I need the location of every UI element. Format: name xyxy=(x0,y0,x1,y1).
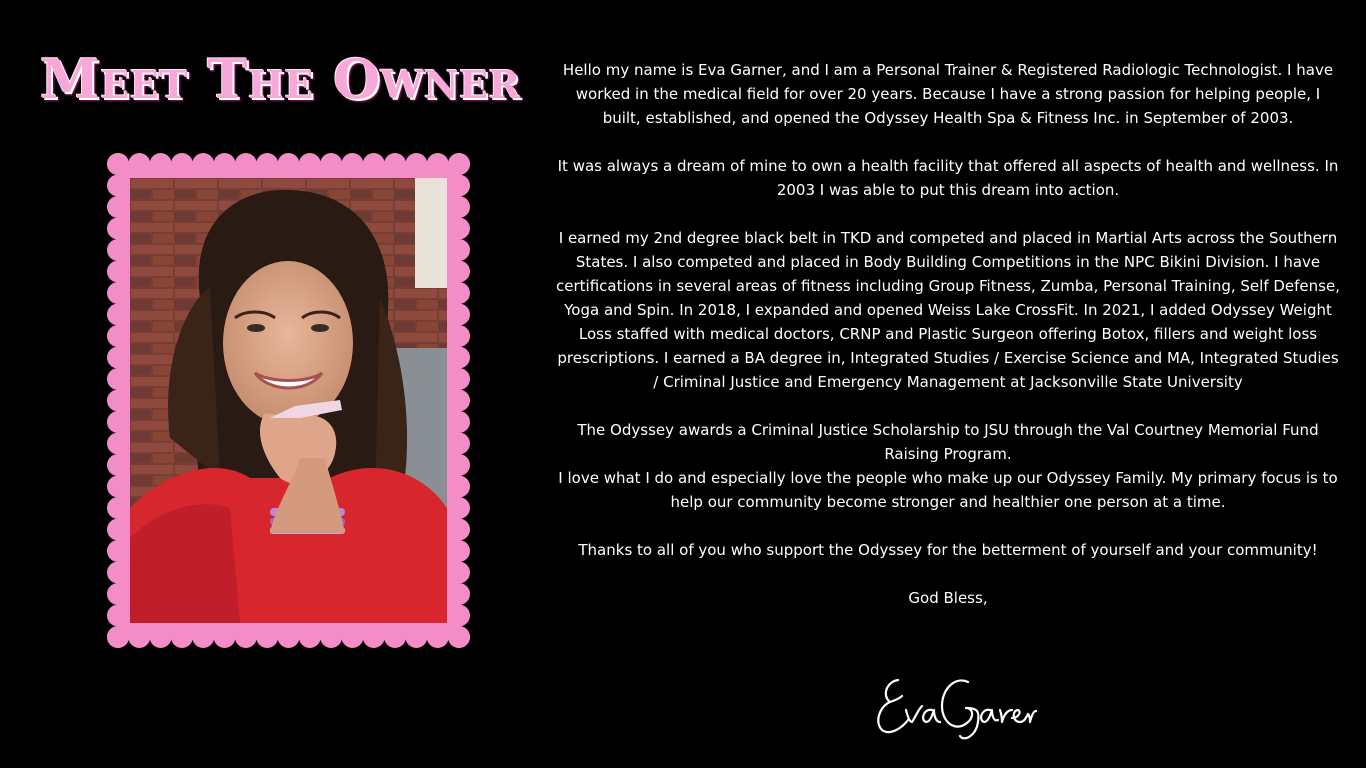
frame-scallop xyxy=(384,626,406,648)
frame-scallop xyxy=(107,476,129,498)
letter-paragraph-thanks: Thanks to all of you who support the Odyssey for the betterment of yourself and your community! xyxy=(578,541,1318,559)
frame-scallop xyxy=(192,153,214,175)
owner-photo xyxy=(130,178,447,623)
frame-scallop xyxy=(107,562,129,584)
frame-scallop xyxy=(107,368,129,390)
frame-scallop xyxy=(320,153,342,175)
frame-scallop xyxy=(107,239,129,261)
frame-scallop xyxy=(278,626,300,648)
letter-paragraph-dream: It was always a dream of mine to own a health facility that offered all aspects of health and wellness. In 2003 I was able to put this dream into action. xyxy=(557,157,1339,199)
frame-scallop xyxy=(107,540,129,562)
frame-scallop xyxy=(448,368,470,390)
frame-scallop xyxy=(448,261,470,283)
frame-scallop xyxy=(107,583,129,605)
letter-paragraph-community: I love what I do and especially love the people who make up our Odyssey Family. My primary focus is to help our community become stronger and healthier one person at a time. xyxy=(558,469,1338,511)
frame-scallop xyxy=(192,626,214,648)
frame-scallop xyxy=(448,519,470,541)
frame-scallop xyxy=(107,497,129,519)
frame-scallop xyxy=(107,282,129,304)
page-title: Meet The Owner xyxy=(40,47,521,111)
frame-scallop xyxy=(448,411,470,433)
frame-scallop xyxy=(320,626,342,648)
frame-scallop xyxy=(299,626,321,648)
frame-scallop xyxy=(150,153,172,175)
frame-scallop xyxy=(448,175,470,197)
frame-scallop xyxy=(341,626,363,648)
frame-scallop xyxy=(448,583,470,605)
frame-scallop xyxy=(448,433,470,455)
frame-scallop xyxy=(405,626,427,648)
frame-scallop xyxy=(235,153,257,175)
frame-scallop xyxy=(448,562,470,584)
frame-scallop xyxy=(448,304,470,326)
photo-frame xyxy=(107,153,470,648)
frame-scallop xyxy=(128,626,150,648)
frame-scallop xyxy=(448,476,470,498)
frame-scallop xyxy=(107,304,129,326)
frame-scallop xyxy=(128,153,150,175)
frame-scallop xyxy=(107,261,129,283)
frame-scallop xyxy=(107,411,129,433)
frame-scallop xyxy=(448,218,470,240)
frame-scallop xyxy=(427,626,449,648)
frame-scallop xyxy=(363,626,385,648)
frame-scallop xyxy=(107,454,129,476)
frame-scallop xyxy=(107,218,129,240)
frame-scallop xyxy=(214,626,236,648)
owner-portrait-image xyxy=(130,178,447,623)
frame-scallop xyxy=(448,325,470,347)
frame-scallop xyxy=(448,540,470,562)
frame-scallop xyxy=(235,626,257,648)
frame-scallop xyxy=(341,153,363,175)
frame-scallop xyxy=(107,390,129,412)
frame-scallop xyxy=(405,153,427,175)
letter-paragraph-intro: Hello my name is Eva Garner, and I am a Personal Trainer & Registered Radiologic Technologist. I have worked in the medical field for over 20 years. Because I have a strong passion for helping people, I built, established, and opened the Odyssey Health Spa & Fitness Inc. in September of 2003. xyxy=(562,61,1334,127)
frame-scallop xyxy=(171,153,193,175)
frame-scallop xyxy=(448,153,470,175)
frame-scallop xyxy=(448,390,470,412)
frame-scallop xyxy=(299,153,321,175)
frame-scallop xyxy=(448,239,470,261)
frame-scallop xyxy=(427,153,449,175)
frame-scallop xyxy=(107,605,129,627)
frame-scallop xyxy=(448,347,470,369)
frame-scallop xyxy=(107,626,129,648)
frame-scallop xyxy=(256,153,278,175)
frame-scallop xyxy=(107,325,129,347)
frame-scallop xyxy=(448,626,470,648)
frame-scallop xyxy=(278,153,300,175)
letter-paragraph-scholarship: The Odyssey awards a Criminal Justice Scholarship to JSU through the Val Courtney Memorial Fund Raising Program. xyxy=(577,421,1319,463)
frame-scallop xyxy=(256,626,278,648)
letter-paragraph-credentials: I earned my 2nd degree black belt in TKD and competed and placed in Martial Arts across the Southern States. I also competed and placed in Body Building Competitions in the NPC Bikini Division. I have certifications in several areas of fitness including Group Fitness, Zumba, Personal Training, Self Defense, Yoga and Spin. In 2018, I expanded and opened Weiss Lake CrossFit. In 2021, I added Odyssey Weight Loss staffed with medical doctors, CRNP and Plastic Surgeon offering Botox, fillers and weight loss prescriptions. I earned a BA degree in, Integrated Studies / Exercise Science and MA, Integrated Studies / Criminal Justice and Emergency Management at Jacksonville State University xyxy=(556,229,1340,391)
frame-scallop xyxy=(448,454,470,476)
frame-scallop xyxy=(107,153,129,175)
frame-scallop xyxy=(448,282,470,304)
letter-closing: God Bless, xyxy=(908,589,988,607)
frame-scallop xyxy=(448,196,470,218)
frame-scallop xyxy=(448,605,470,627)
frame-scallop xyxy=(384,153,406,175)
frame-scallop xyxy=(363,153,385,175)
frame-scallop xyxy=(107,433,129,455)
frame-scallop xyxy=(214,153,236,175)
frame-scallop xyxy=(448,497,470,519)
frame-scallop xyxy=(107,196,129,218)
frame-scallop xyxy=(107,347,129,369)
frame-scallop xyxy=(107,175,129,197)
handwritten-signature xyxy=(868,666,1038,744)
frame-scallop xyxy=(150,626,172,648)
frame-scallop xyxy=(107,519,129,541)
frame-scallop xyxy=(171,626,193,648)
owner-letter xyxy=(556,58,1340,610)
